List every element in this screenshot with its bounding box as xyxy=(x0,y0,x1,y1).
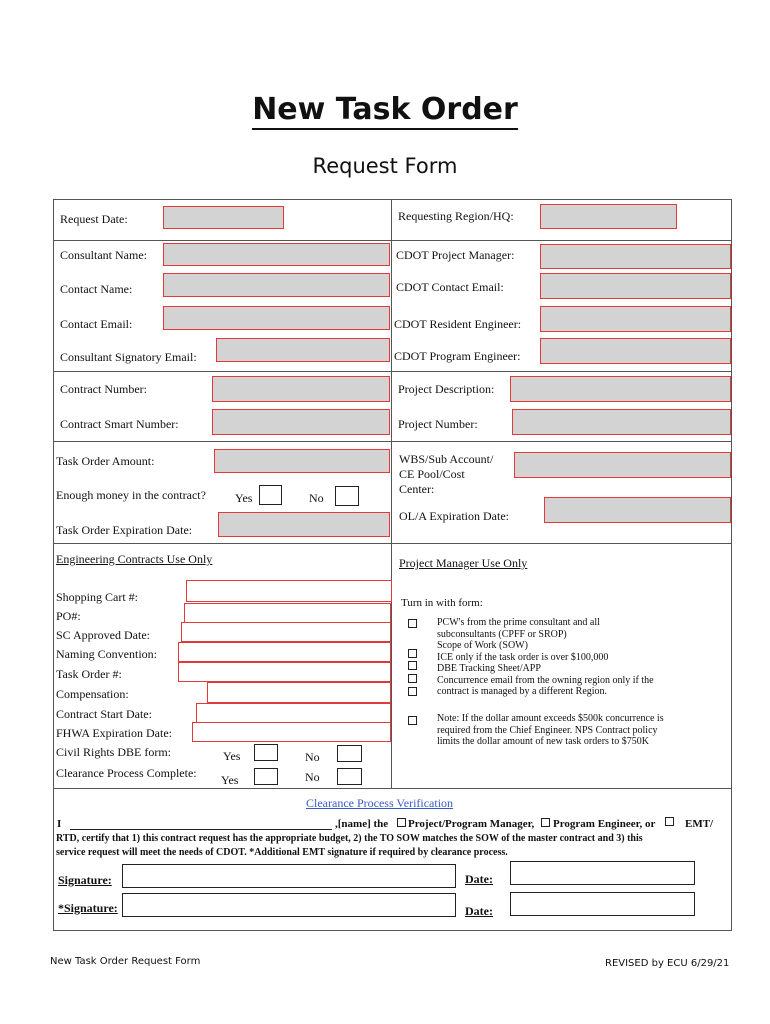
requesting-region-label: Requesting Region/HQ: xyxy=(398,209,514,223)
pm-item5a: Concurrence email from the owning region only if the xyxy=(437,674,654,686)
verification-line2: RTD, certify that 1) this contract request has the appropriate budget, 2) the TO SOW matches the SOW of the master contract and 3) this xyxy=(56,833,643,844)
consultant-name-label: Consultant Name: xyxy=(60,248,147,262)
cdot-resident-engineer-field[interactable] xyxy=(540,306,731,332)
contact-name-field[interactable] xyxy=(163,273,390,297)
project-description-field[interactable] xyxy=(510,376,731,402)
cdot-pm-label: CDOT Project Manager: xyxy=(396,248,515,262)
pm-heading: Project Manager Use Only xyxy=(399,556,528,570)
page-subtitle: Request Form xyxy=(312,154,458,178)
contract-number-field[interactable] xyxy=(212,376,390,402)
wbs-label-line3: Center: xyxy=(399,482,435,496)
verification-pe-option: Program Engineer, or xyxy=(553,818,656,830)
date-field[interactable] xyxy=(510,861,695,885)
clearance-verification-link[interactable]: Clearance Process Verification xyxy=(306,796,454,810)
clearance-no-checkbox[interactable] xyxy=(337,768,362,785)
civil-rights-yes-label: Yes xyxy=(223,749,241,763)
civil-rights-label: Civil Rights DBE form: xyxy=(56,745,172,759)
request-date-field[interactable] xyxy=(163,206,284,229)
pm-item2: Scope of Work (SOW) xyxy=(437,640,528,651)
verification-line3: service request will meet the needs of CDOT. *Additional EMT signature if required by clearance process. xyxy=(56,847,508,858)
task-order-expiration-label: Task Order Expiration Date: xyxy=(56,523,193,537)
verification-pm-option: Project/Program Manager, xyxy=(408,818,535,830)
note-checkbox[interactable] xyxy=(408,716,417,725)
task-order-num-label: Task Order #: xyxy=(56,667,122,681)
pm-item4: DBE Tracking Sheet/APP xyxy=(437,663,541,674)
sc-approved-field[interactable] xyxy=(181,622,391,642)
clearance-label: Clearance Process Complete: xyxy=(56,766,197,780)
signature2-label: *Signature: xyxy=(58,901,118,915)
fhwa-field[interactable] xyxy=(192,722,391,742)
pm-option-checkbox[interactable] xyxy=(397,818,406,827)
signature2-field[interactable] xyxy=(122,893,456,917)
po-field[interactable] xyxy=(184,603,391,623)
pm-item1b: subconsultants (CPFF or SROP) xyxy=(437,628,567,640)
project-number-label: Project Number: xyxy=(398,417,478,431)
project-description-label: Project Description: xyxy=(398,382,495,396)
turn-in-label: Turn in with form: xyxy=(401,597,483,609)
task-order-num-field[interactable] xyxy=(178,662,391,682)
naming-convention-field[interactable] xyxy=(178,642,391,662)
ice-checkbox[interactable] xyxy=(408,649,417,658)
date-label: Date: xyxy=(465,872,493,886)
concurrence-checkbox[interactable] xyxy=(408,674,417,683)
civil-rights-no-label: No xyxy=(305,750,320,764)
verification-emt-option: EMT/ xyxy=(685,818,714,830)
enough-money-no-label: No xyxy=(309,491,324,505)
request-date-label: Request Date: xyxy=(60,212,128,226)
pm-item5b: contract is managed by a different Region. xyxy=(437,686,608,697)
civil-rights-yes-checkbox[interactable] xyxy=(254,744,278,761)
compensation-label: Compensation: xyxy=(56,687,129,701)
task-order-amount-field[interactable] xyxy=(214,449,390,473)
consultant-name-field[interactable] xyxy=(163,243,390,266)
requesting-region-field[interactable] xyxy=(540,204,677,229)
project-number-field[interactable] xyxy=(512,409,731,435)
ola-expiration-label: OL/A Expiration Date: xyxy=(399,509,509,523)
po-label: PO#: xyxy=(56,609,81,623)
contract-smart-number-field[interactable] xyxy=(212,409,390,435)
enough-money-no-checkbox[interactable] xyxy=(335,486,359,506)
date2-label: Date: xyxy=(465,904,493,918)
contract-start-label: Contract Start Date: xyxy=(56,707,152,721)
cdot-contact-email-label: CDOT Contact Email: xyxy=(396,280,504,294)
verification-i: I xyxy=(57,818,62,830)
signature-label: Signature: xyxy=(58,873,112,887)
contact-email-field[interactable] xyxy=(163,306,390,330)
region-checkbox[interactable] xyxy=(408,687,417,696)
fhwa-label: FHWA Expiration Date: xyxy=(56,726,172,740)
cdot-resident-engineer-label: CDOT Resident Engineer: xyxy=(394,317,522,331)
pm-note3: limits the dollar amount of new task orders to $750K xyxy=(437,736,649,747)
civil-rights-no-checkbox[interactable] xyxy=(337,745,362,762)
pm-note2: required from the Chief Engineer. NPS Contract policy xyxy=(437,724,658,736)
contract-start-field[interactable] xyxy=(196,703,391,723)
cdot-pm-field[interactable] xyxy=(540,244,731,269)
compensation-field[interactable] xyxy=(207,682,391,703)
enough-money-yes-checkbox[interactable] xyxy=(259,485,282,505)
cdot-program-engineer-label: CDOT Program Engineer: xyxy=(394,349,521,363)
wbs-field[interactable] xyxy=(514,452,731,478)
naming-convention-label: Naming Convention: xyxy=(56,647,157,661)
footer-right: REVISED by ECU 6/29/21 xyxy=(605,958,730,969)
clearance-no-label: No xyxy=(305,770,320,784)
pe-option-checkbox[interactable] xyxy=(541,818,550,827)
shopping-cart-label: Shopping Cart #: xyxy=(56,590,139,604)
emt-option-checkbox[interactable] xyxy=(665,817,674,826)
engineering-heading: Engineering Contracts Use Only xyxy=(56,552,213,566)
contract-number-label: Contract Number: xyxy=(60,382,147,396)
clearance-yes-label: Yes xyxy=(221,773,239,787)
task-order-amount-label: Task Order Amount: xyxy=(56,454,155,468)
task-order-expiration-field[interactable] xyxy=(218,512,390,537)
wbs-label-line2: CE Pool/Cost xyxy=(399,467,465,481)
pm-item3: ICE only if the task order is over $100,000 xyxy=(437,651,609,663)
wbs-label-line1: WBS/Sub Account/ xyxy=(399,452,494,466)
cdot-program-engineer-field[interactable] xyxy=(540,338,731,364)
footer-left: New Task Order Request Form xyxy=(50,956,201,967)
pcw-checkbox[interactable] xyxy=(408,619,417,628)
name-line[interactable] xyxy=(70,829,332,830)
pm-note1: Note: If the dollar amount exceeds $500k concurrence is xyxy=(437,713,664,724)
ola-expiration-field[interactable] xyxy=(544,497,731,523)
signature-field[interactable] xyxy=(122,864,456,888)
dbe-checkbox[interactable] xyxy=(408,661,417,670)
date2-field[interactable] xyxy=(510,892,695,916)
shopping-cart-field[interactable] xyxy=(186,580,392,602)
enough-money-yes-label: Yes xyxy=(235,491,253,505)
pm-item1a: PCW's from the prime consultant and all xyxy=(437,617,600,628)
contact-email-label: Contact Email: xyxy=(60,317,133,331)
contact-name-label: Contact Name: xyxy=(60,282,133,296)
sc-approved-label: SC Approved Date: xyxy=(56,628,150,642)
page-title: New Task Order xyxy=(0,92,770,127)
verification-name-the: ,[name] the xyxy=(335,818,389,830)
enough-money-label: Enough money in the contract? xyxy=(56,488,206,502)
cdot-contact-email-field[interactable] xyxy=(540,273,731,299)
consultant-signatory-email-field[interactable] xyxy=(216,338,390,362)
contract-smart-number-label: Contract Smart Number: xyxy=(60,417,179,431)
clearance-yes-checkbox[interactable] xyxy=(254,768,278,785)
consultant-signatory-email-label: Consultant Signatory Email: xyxy=(60,350,197,364)
